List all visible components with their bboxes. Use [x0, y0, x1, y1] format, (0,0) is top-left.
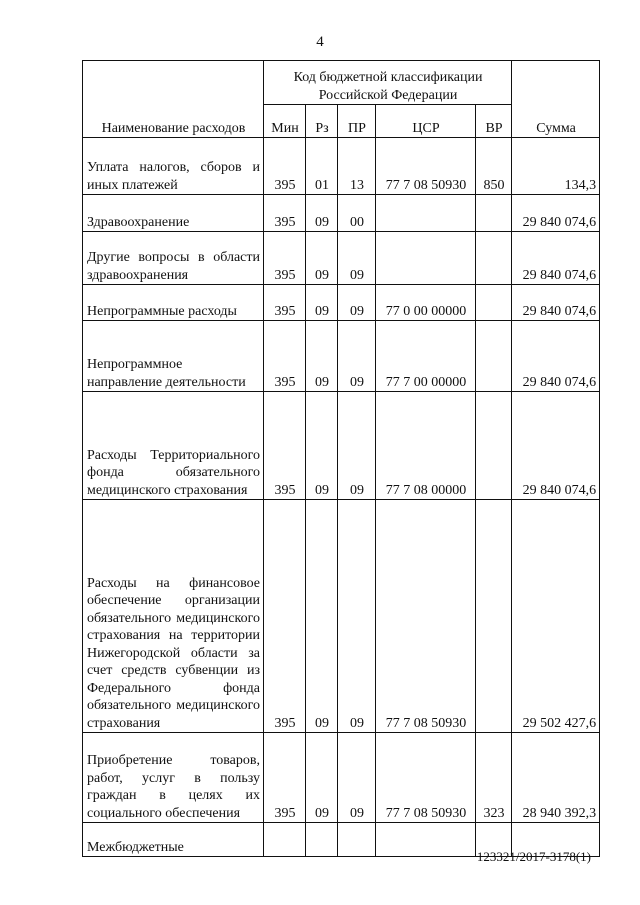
row-name: Здравоохранение [83, 195, 264, 232]
row-csr: 77 0 00 00000 [376, 285, 476, 321]
row-min: 395 [264, 285, 306, 321]
row-name: Другие вопросы в области здравоохранения [83, 232, 264, 285]
row-vr [476, 392, 512, 500]
header-vr: ВР [476, 105, 512, 138]
budget-table [82, 60, 600, 857]
row-min: 395 [264, 232, 306, 285]
row-vr [476, 500, 512, 733]
row-name: Межбюджетные [83, 823, 264, 857]
row-csr: 77 7 00 00000 [376, 321, 476, 392]
row-rz: 09 [306, 392, 338, 500]
row-sum: 29 840 074,6 [512, 321, 600, 392]
table-row [83, 195, 600, 232]
row-min: 395 [264, 321, 306, 392]
row-vr [476, 232, 512, 285]
row-min: 395 [264, 195, 306, 232]
row-csr: 77 7 08 50930 [376, 138, 476, 195]
header-sum: Сумма [512, 61, 600, 138]
row-vr [476, 285, 512, 321]
header-min: Мин [264, 105, 306, 138]
row-name: Непрограммные расходы [83, 285, 264, 321]
row-sum: 134,3 [512, 138, 600, 195]
row-rz: 09 [306, 232, 338, 285]
row-min: 395 [264, 138, 306, 195]
row-name: Уплата налогов, сборов и иных платежей [83, 138, 264, 195]
row-csr: 77 7 08 50930 [376, 733, 476, 823]
row-min [264, 823, 306, 857]
table-row [83, 500, 600, 733]
row-rz: 09 [306, 285, 338, 321]
row-vr: 850 [476, 138, 512, 195]
table-row [83, 392, 600, 500]
header-code-group: Код бюджетной классификации Российской Федерации [264, 61, 512, 105]
row-name: Расходы Территориального фонда обязательного медицинского страхования [83, 392, 264, 500]
row-csr [376, 195, 476, 232]
row-sum: 29 840 074,6 [512, 195, 600, 232]
row-csr [376, 823, 476, 857]
row-csr [376, 232, 476, 285]
row-pr: 09 [338, 392, 376, 500]
row-pr: 09 [338, 285, 376, 321]
table-row [83, 285, 600, 321]
table-row [83, 321, 600, 392]
row-sum: 29 840 074,6 [512, 232, 600, 285]
header-pr: ПР [338, 105, 376, 138]
row-min: 395 [264, 733, 306, 823]
row-vr [476, 321, 512, 392]
page-number: 4 [316, 34, 324, 50]
row-sum: 29 840 074,6 [512, 392, 600, 500]
row-min: 395 [264, 392, 306, 500]
row-name: Непрограммное направление деятельности [83, 321, 264, 392]
row-rz: 09 [306, 195, 338, 232]
row-csr: 77 7 08 50930 [376, 500, 476, 733]
row-name: Расходы на финансовое обеспечение организации обязательного медицинского страхования на территории Нижегородской области за счет средств субвенции из Федерального фонда обязательного медицинского страхования [83, 500, 264, 733]
row-sum: 29 502 427,6 [512, 500, 600, 733]
row-rz [306, 823, 338, 857]
document-code: 123321/2017-3178(1) [476, 849, 591, 864]
row-vr: 323 [476, 733, 512, 823]
table-row [83, 232, 600, 285]
row-rz: 09 [306, 321, 338, 392]
header-rz: Рз [306, 105, 338, 138]
header-name: Наименование расходов [83, 61, 264, 138]
table-row [83, 138, 600, 195]
row-sum: 29 840 074,6 [512, 285, 600, 321]
row-min: 395 [264, 500, 306, 733]
row-pr: 09 [338, 321, 376, 392]
row-csr: 77 7 08 00000 [376, 392, 476, 500]
row-rz: 09 [306, 733, 338, 823]
row-rz: 09 [306, 500, 338, 733]
row-vr [476, 195, 512, 232]
header-csr: ЦСР [376, 105, 476, 138]
row-pr: 09 [338, 733, 376, 823]
table-row [83, 733, 600, 823]
row-rz: 01 [306, 138, 338, 195]
row-name: Приобретение товаров, работ, услуг в пользу граждан в целях их социального обеспечения [83, 733, 264, 823]
row-pr: 09 [338, 500, 376, 733]
row-pr [338, 823, 376, 857]
row-pr: 13 [338, 138, 376, 195]
row-pr: 09 [338, 232, 376, 285]
row-sum: 28 940 392,3 [512, 733, 600, 823]
row-pr: 00 [338, 195, 376, 232]
